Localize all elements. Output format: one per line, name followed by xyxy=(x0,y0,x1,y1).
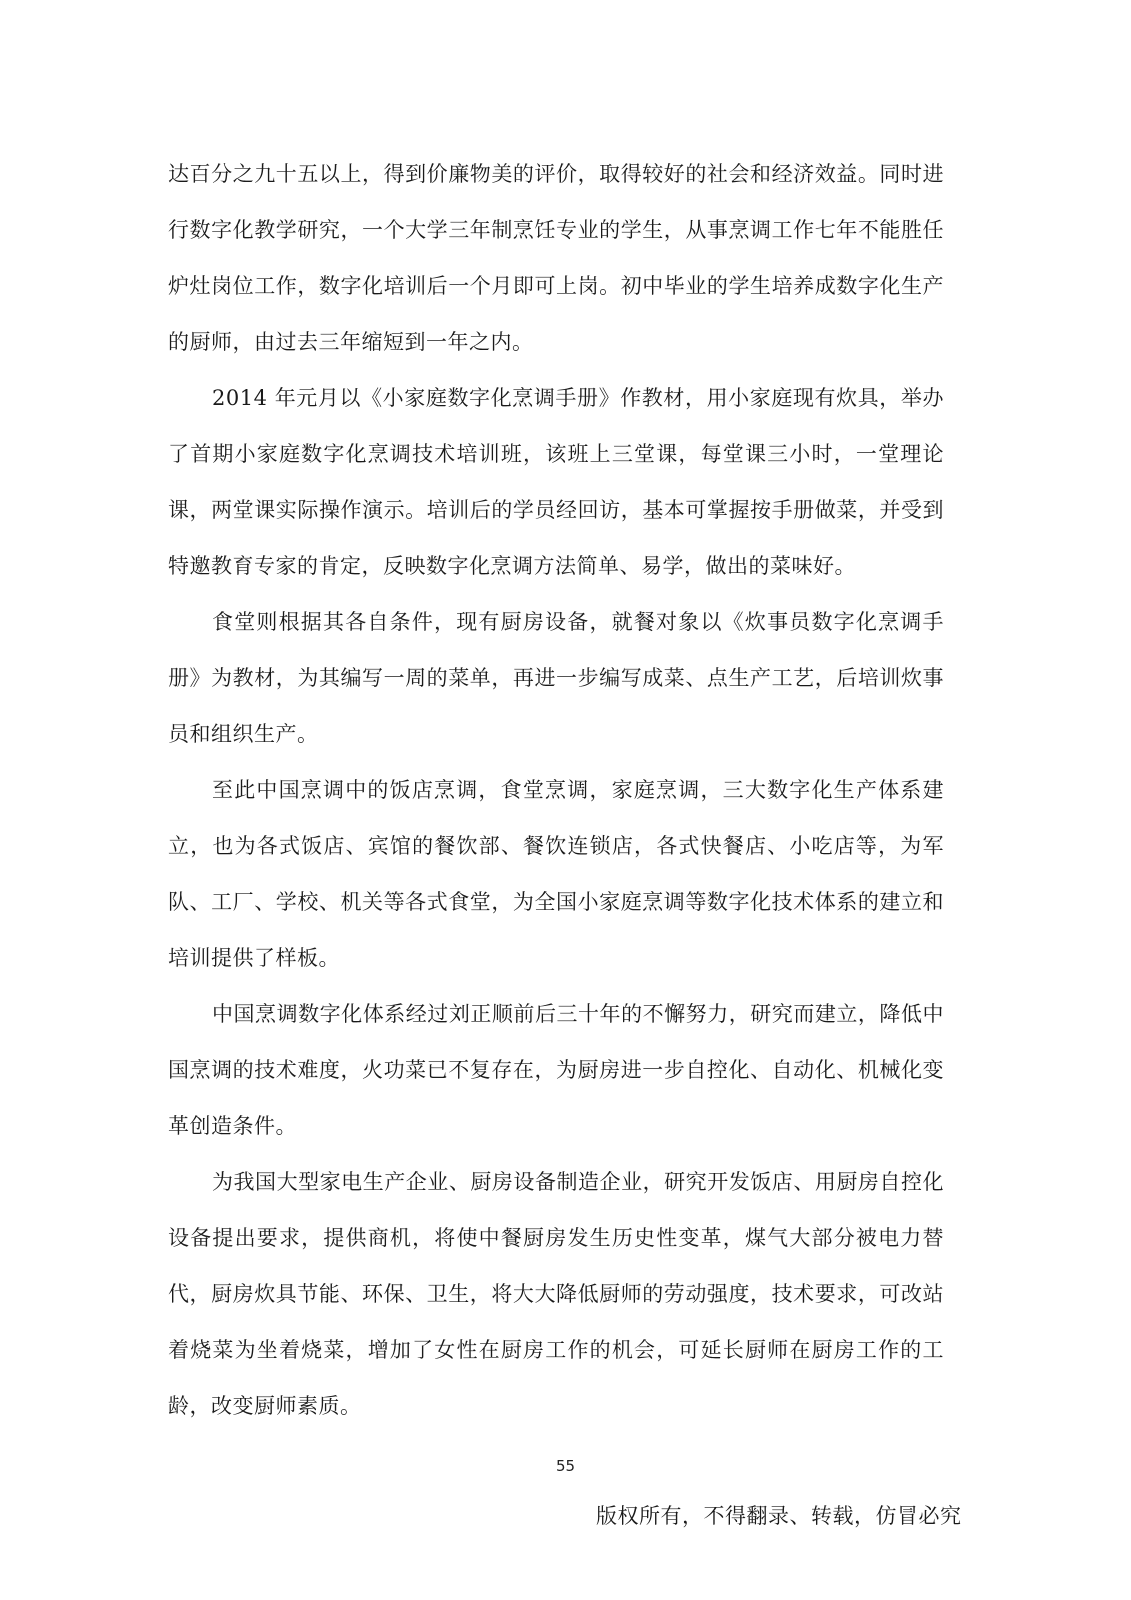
paragraph-thirty-years: 中国烹调数字化体系经过刘正顺前后三十年的不懈努力，研究而建立，降低中国烹调的技术难度，火功菜已不复存在，为厨房进一步自控化、自动化、机械化变革创造条件。 xyxy=(168,1002,944,1138)
page-number: 55 xyxy=(555,1457,576,1475)
copyright-notice: 版权所有，不得翻录、转载，仿冒必究 xyxy=(596,1504,962,1528)
paragraph-three-systems: 至此中国烹调中的饭店烹调，食堂烹调，家庭烹调，三大数字化生产体系建立，也为各式饭店、宾馆的餐饮部、餐饮连锁店，各式快餐店、小吃店等，为军队、工厂、学校、机关等各式食堂，为全国小家庭烹调等数字化技术体系的建立和培训提供了样板。 xyxy=(168,778,944,970)
paragraph-continuation: 达百分之九十五以上，得到价廉物美的评价，取得较好的社会和经济效益。同时进行数字化教学研究，一个大学三年制烹饪专业的学生，从事烹调工作七年不能胜任炉灶岗位工作，数字化培训后一个月即可上岗。初中毕业的学生培养成数字化生产的厨师，由过去三年缩短到一年之内。 xyxy=(168,162,944,354)
paragraph-appliance-industry: 为我国大型家电生产企业、厨房设备制造企业，研究开发饭店、用厨房自控化设备提出要求，提供商机，将使中餐厨房发生历史性变革，煤气大部分被电力替代，厨房炊具节能、环保、卫生，将大大降低厨师的劳动强度，技术要求，可改站着烧菜为坐着烧菜，增加了女性在厨房工作的机会，可延长厨师在厨房工作的工龄，改变厨师素质。 xyxy=(168,1170,944,1418)
paragraph-training-class: 2014 年元月以《小家庭数字化烹调手册》作教材，用小家庭现有炊具，举办了首期小家庭数字化烹调技术培训班，该班上三堂课，每堂课三小时，一堂理论课，两堂课实际操作演示。培训后的学员经回访，基本可掌握按手册做菜，并受到特邀教育专家的肯定，反映数字化烹调方法简单、易学，做出的菜味好。 xyxy=(168,386,944,578)
paragraph-canteen: 食堂则根据其各自条件，现有厨房设备，就餐对象以《炊事员数字化烹调手册》为教材，为其编写一周的菜单，再进一步编写成菜、点生产工艺，后培训炊事员和组织生产。 xyxy=(168,610,944,746)
body-text xyxy=(168,146,944,1434)
